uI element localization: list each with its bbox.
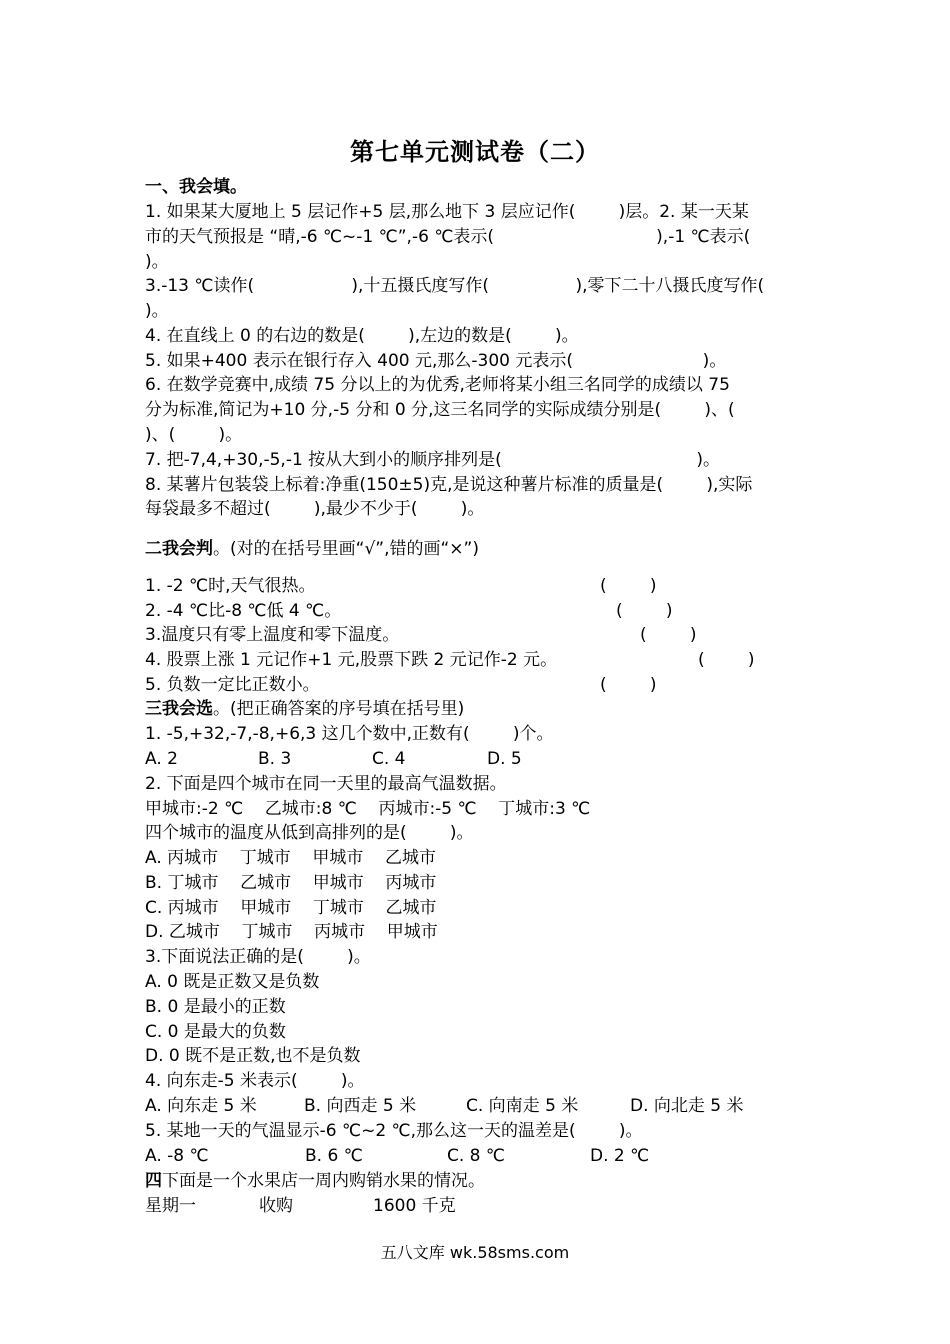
section-heading-judge-note: 。(对的在括号里画“√”,错的画“×”): [213, 539, 479, 559]
choice-question: 2. 下面是四个城市在同一天里的最高气温数据。: [145, 774, 507, 794]
choice-question: 1. -5,+32,-7,-8,+6,3 这几个数中,正数有( )个。: [145, 724, 554, 744]
section-heading-choose: [145, 697, 464, 721]
s1-line: 8. 某薯片包装袋上标着:净重(150±5)克,是说这种薯片标准的质量是( ),实际: [145, 475, 753, 495]
section-heading-choose-note: 。(把正确答案的序号填在括号里): [213, 699, 465, 719]
choice-option: B. 6 ℃: [305, 1146, 363, 1166]
choice-option: D. 乙城市 丁城市 丙城市 甲城市: [145, 922, 438, 942]
page-title: 第七单元测试卷（二）: [350, 137, 600, 166]
fruit-row-day: 星期一: [145, 1196, 196, 1216]
choice-option: A. 丙城市 丁城市 甲城市 乙城市: [145, 848, 436, 868]
choice-question: 3.下面说法正确的是( )。: [145, 947, 371, 967]
choice-option: A. 向东走 5 米: [145, 1096, 257, 1116]
s1-line: 6. 在数学竞赛中,成绩 75 分以上的为优秀,老师将某小组三名同学的成绩以 75: [145, 375, 730, 395]
choice-option: B. 丁城市 乙城市 甲城市 丙城市: [145, 873, 437, 893]
judge-item: 2. -4 ℃比-8 ℃低 4 ℃。: [145, 601, 342, 621]
footer-watermark: 五八文库 wk.58sms.com: [380, 1243, 570, 1262]
choice-option: D. 2 ℃: [590, 1146, 650, 1166]
choice-option: D. 向北走 5 米: [630, 1096, 744, 1116]
answer-paren[interactable]: ( ): [616, 601, 673, 621]
judge-item: 3.温度只有零上温度和零下温度。: [145, 625, 400, 645]
choice-question: 4. 向东走-5 米表示( )。: [145, 1071, 365, 1091]
answer-paren[interactable]: ( ): [600, 576, 657, 596]
section-heading-fruit: [145, 1169, 485, 1193]
section-heading-judge-label: 二我会判: [145, 539, 213, 559]
choice-option: A. -8 ℃: [145, 1146, 209, 1166]
s1-line: 分为标准,简记为+10 分,-5 分和 0 分,这三名同学的实际成绩分别是( )、(: [145, 400, 735, 420]
answer-paren[interactable]: ( ): [600, 675, 657, 695]
s1-line: 4. 在直线上 0 的右边的数是( ),左边的数是( )。: [145, 326, 579, 346]
choice-option: B. 向西走 5 米: [304, 1096, 417, 1116]
choice-option: B. 0 是最小的正数: [145, 997, 286, 1017]
fruit-row-amount: 1600 千克: [373, 1196, 456, 1216]
fruit-row-action: 收购: [259, 1196, 293, 1216]
choice-option: C. 8 ℃: [447, 1146, 505, 1166]
s1-line: 1. 如果某大厦地上 5 层记作+5 层,那么地下 3 层应记作( )层。2. 某一天某: [145, 202, 749, 222]
section-heading-fruit-text: 下面是一个水果店一周内购销水果的情况。: [162, 1171, 485, 1191]
choice-option: C. 丙城市 甲城市 丁城市 乙城市: [145, 898, 437, 918]
judge-item: 5. 负数一定比正数小。: [145, 675, 320, 695]
choice-option: B. 3: [258, 749, 292, 769]
choice-option: A. 0 既是正数又是负数: [145, 972, 320, 992]
section-heading-fruit-label: 四: [145, 1171, 162, 1191]
choice-option: D. 0 既不是正数,也不是负数: [145, 1046, 361, 1066]
s1-line: 3.-13 ℃读作( ),十五摄氏度写作( ),零下二十八摄氏度写作(: [145, 276, 765, 296]
city-temperature-data: 甲城市:-2 ℃ 乙城市:8 ℃ 丙城市:-5 ℃ 丁城市:3 ℃: [145, 799, 591, 819]
s1-line: )。: [145, 252, 169, 272]
s1-line: )、( )。: [145, 425, 243, 445]
choice-question: 5. 某地一天的气温显示-6 ℃~2 ℃,那么这一天的温差是( )。: [145, 1121, 643, 1141]
s1-line: 每袋最多不超过( ),最少不少于( )。: [145, 499, 485, 519]
s1-line: 7. 把-7,4,+30,-5,-1 按从大到小的顺序排列是( )。: [145, 450, 720, 470]
s1-line: 5. 如果+400 表示在银行存入 400 元,那么-300 元表示( )。: [145, 351, 727, 371]
s1-line: )。: [145, 301, 169, 321]
choice-question-ask: 四个城市的温度从低到高排列的是( )。: [145, 823, 474, 843]
section-heading-choose-label: 三我会选: [145, 699, 213, 719]
choice-option: C. 0 是最大的负数: [145, 1022, 286, 1042]
choice-option: D. 5: [487, 749, 522, 769]
section-heading-judge: [145, 537, 479, 561]
judge-item: 1. -2 ℃时,天气很热。: [145, 576, 316, 596]
choice-option: C. 向南走 5 米: [466, 1096, 579, 1116]
answer-paren[interactable]: ( ): [698, 650, 755, 670]
judge-item: 4. 股票上涨 1 元记作+1 元,股票下跌 2 元记作-2 元。: [145, 650, 558, 670]
choice-option: A. 2: [145, 749, 178, 769]
s1-line: 市的天气预报是 “晴,-6 ℃~-1 ℃”,-6 ℃表示( ),-1 ℃表示(: [145, 227, 751, 247]
choice-option: C. 4: [372, 749, 406, 769]
section-heading-fill: 一、我会填。: [145, 177, 247, 197]
answer-paren[interactable]: ( ): [640, 625, 697, 645]
